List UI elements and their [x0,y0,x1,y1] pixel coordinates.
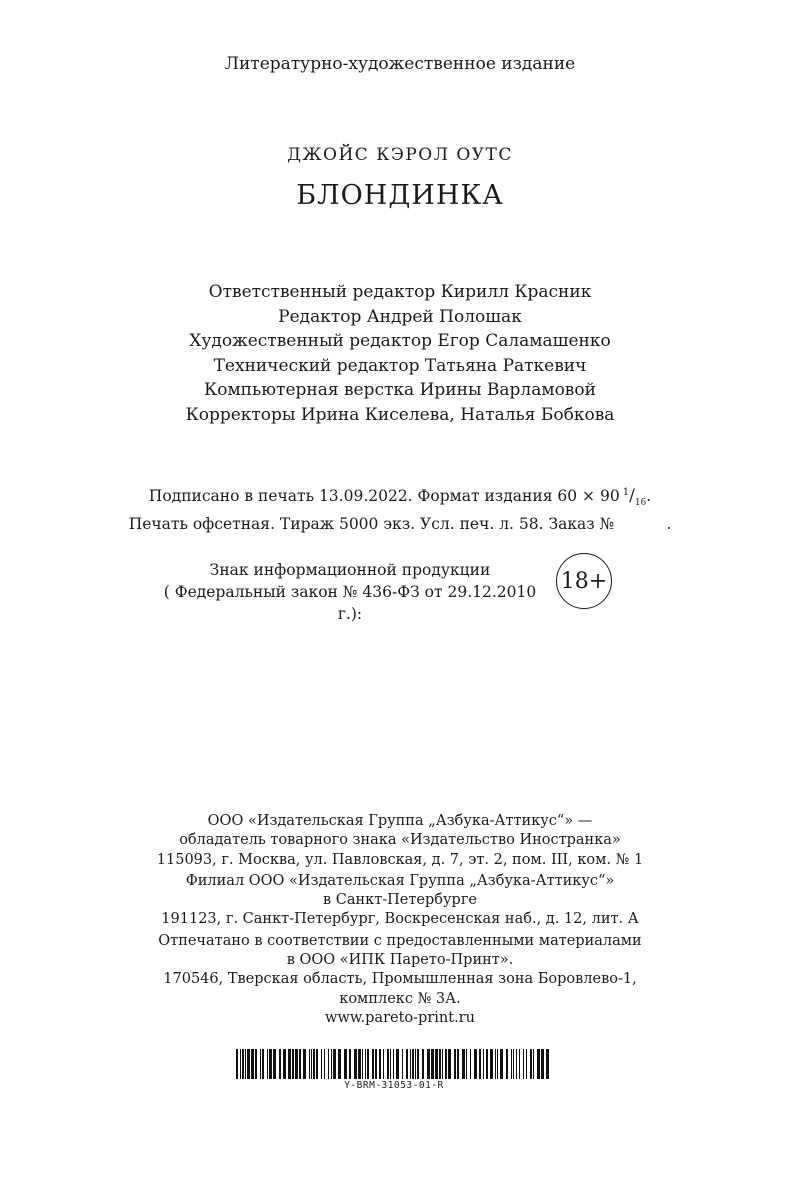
info-sign-law: ( Федеральный закон № 436-ФЗ от 29.12.2010 г.): [163,583,537,623]
barcode-bar [466,1049,467,1079]
barcode-bar [338,1049,341,1079]
barcode-bar [516,1049,517,1079]
barcode-bar [483,1049,484,1079]
barcode-bar [269,1049,272,1079]
barcode-bar [402,1049,403,1079]
barcode-bar [435,1049,438,1079]
branch-line: 191123, г. Санкт-Петербург, Воскресенская наб., д. 12, лит. А [161,911,639,928]
format-denominator: 16 [634,498,647,508]
barcode-bar [511,1049,512,1079]
publisher-info [0,812,800,1030]
imprint-line-format [0,482,800,514]
barcode-bar [422,1049,424,1079]
barcode-bar [245,1049,246,1079]
barcode-bar [442,1049,443,1079]
imprint-line-print [0,514,800,535]
barcode-bar [240,1049,241,1079]
barcode-bar [393,1049,394,1079]
barcode-bar [283,1049,286,1079]
printer-line: в ООО «ИПК Парето-Принт». [286,952,514,969]
barcode-bar [454,1049,456,1079]
barcode-bar [251,1049,254,1079]
author-name: ДЖОЙС КЭРОЛ ОУТС [287,145,513,165]
barcode-bar [506,1049,508,1079]
barcode-graphic [236,1049,552,1079]
info-sign-text [150,559,550,625]
printer-block [0,932,800,1028]
barcode-bar [479,1049,481,1079]
barcode-bar [546,1049,549,1079]
barcode-bar [260,1049,261,1079]
barcode-bar [533,1049,534,1079]
barcode-bar [495,1049,496,1079]
barcode [236,1049,552,1099]
age-rating-badge [556,553,612,609]
barcode-bar [417,1049,419,1079]
barcode-bar [247,1049,250,1079]
barcode-bar [412,1049,414,1079]
printer-line: 170546, Тверская область, Промышленная зона Боровлево-1, [163,971,637,988]
credit-line: Художественный редактор Егор Саламашенко [189,331,611,352]
barcode-bar [383,1049,384,1079]
barcode-bar [255,1049,257,1079]
barcode-bar [316,1049,318,1079]
book-title: БЛОНДИНКА [296,180,504,211]
series-note: Литературно-художественное издание [224,54,576,74]
age-rating-label: 18+ [560,568,608,594]
barcode-bar [390,1049,391,1079]
barcode-bar [415,1049,416,1079]
imprint-format-text: Подписано в печать 13.09.2022. Формат издания 60 × 90 [148,487,620,505]
barcode-bar [427,1049,430,1079]
credit-line: Технический редактор Татьяна Раткевич [213,355,587,376]
branch-line: в Санкт-Петербурге [323,892,477,909]
barcode-bar [367,1049,369,1079]
printer-line: комплекс № 3А. [339,990,461,1007]
barcode-bar [519,1049,520,1079]
barcode-bar [299,1049,301,1079]
barcode-bar [387,1049,389,1079]
publisher-block [0,812,800,870]
barcode-bar [497,1049,498,1079]
barcode-bar [262,1049,264,1079]
barcode-bar [288,1049,291,1079]
barcode-bar [470,1049,471,1079]
barcode-bar [396,1049,399,1079]
branch-block [0,872,800,930]
barcode-bar [311,1049,312,1079]
barcode-bar [349,1049,351,1079]
print-imprint [0,482,800,535]
credit-line: Редактор Андрей Полошак [278,306,522,327]
format-numerator: 1 [622,487,630,498]
barcode-bar [292,1049,294,1079]
barcode-bar [267,1049,268,1079]
barcode-bar [354,1049,357,1079]
barcode-bar [537,1049,540,1079]
barcode-bar [309,1049,310,1079]
print-end: . [666,515,672,533]
barcode-bar [457,1049,459,1079]
barcode-bar [445,1049,447,1079]
imprint-print-text: Печать офсетная. Тираж 5000 экз. Усл. печ. л. 58. Заказ № [128,515,615,533]
barcode-code: Y-BRM-31053-01-R [344,1080,444,1091]
barcode-bar [333,1049,336,1079]
barcode-bar [273,1049,276,1079]
credit-line: Корректоры Ирина Киселева, Наталья Бобкова [185,404,615,425]
barcode-bar [462,1049,465,1079]
barcode-bar [448,1049,451,1079]
barcode-bar [372,1049,374,1079]
barcode-bar [279,1049,281,1079]
barcode-bar [324,1049,325,1079]
barcode-bar [500,1049,503,1079]
barcode-bar [490,1049,493,1079]
format-slash: / [629,486,635,506]
branch-line: Филиал ООО «Издательская Группа „Азбука-Аттикус“» [185,872,615,889]
barcode-bar [313,1049,315,1079]
barcode-bar [295,1049,298,1079]
barcode-bar [328,1049,329,1079]
barcode-bar [486,1049,488,1079]
format-end: . [646,487,652,505]
barcode-bar [431,1049,434,1079]
barcode-bar [236,1049,238,1079]
barcode-bar [331,1049,332,1079]
barcode-bar [530,1049,532,1079]
printer-line: Отпечатано в соответствии с предоставленными материалами [158,932,642,949]
credit-line: Компьютерная верстка Ирины Варламовой [204,380,596,401]
barcode-bar [541,1049,544,1079]
credit-line: Ответственный редактор Кирилл Красник [208,282,592,302]
publisher-line: обладатель товарного знака «Издательство Иностранка» [179,832,621,849]
barcode-bar [513,1049,514,1079]
barcode-bar [365,1049,366,1079]
barcode-bar [362,1049,363,1079]
barcode-bar [439,1049,441,1079]
barcode-bar [406,1049,408,1079]
publisher-line: ООО «Издательская Группа „Азбука-Аттикус“» — [207,813,593,829]
barcode-bar [242,1049,244,1079]
publisher-line: 115093, г. Москва, ул. Павловская, д. 7, эт. 2, пом. III, ком. № 1 [156,851,644,868]
barcode-bar [303,1049,306,1079]
info-sign-line: Знак информационной продукции [209,561,491,579]
barcode-bar [375,1049,377,1079]
printer-website: www.pareto-print.ru [325,1009,475,1026]
barcode-bar [321,1049,322,1079]
barcode-bar [358,1049,361,1079]
barcode-bar [523,1049,524,1079]
barcode-bar [526,1049,527,1079]
credits-list [0,280,800,428]
barcode-bar [474,1049,477,1079]
barcode-bar [379,1049,381,1079]
barcode-bar [344,1049,347,1079]
barcode-bar [410,1049,411,1079]
